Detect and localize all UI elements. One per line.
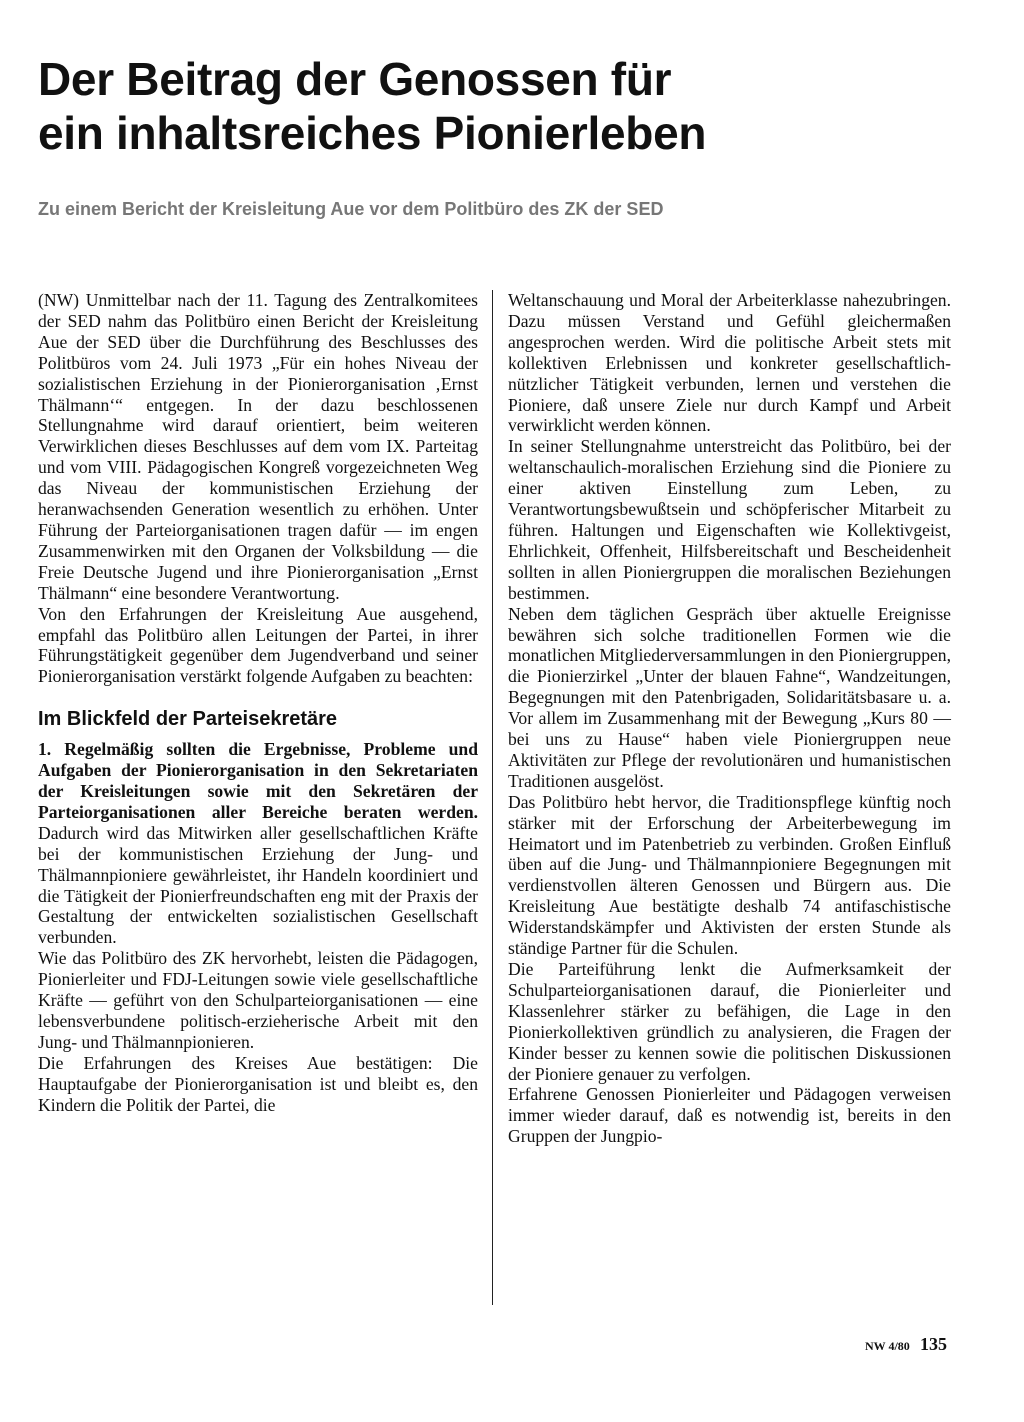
paragraph: Weltanschauung und Moral der Arbeiterklasse nahezubringen. Dazu müssen Verstand und Gefühl gleichermaßen angesprochen werden. Wird die politische Arbeit stets mit kollektiven Erlebnissen und konkreter gesellschaftlich-nützlicher Tätigkeit verbunden, lernen und verstehen die Pioniere, daß unsere Ziele nur durch Kampf und Arbeit verwirklicht werden können. [508,290,951,436]
article-title-line-2: ein inhaltsreiches Pionierleben [38,107,707,159]
paragraph: In seiner Stellungnahme unterstreicht das Politbüro, bei der weltanschaulich-moralischen Erziehung sind die Pioniere zu einer aktiven Einstellung zum Leben, zu Verantwortungsbewußtsein und schöpferischer Mitarbeit zu führen. Haltungen und Eigenschaften wie Kollektivgeist, Ehrlichkeit, Offenheit, Hilfsbereitschaft und Bescheidenheit sollten in allen Pioniergruppen die moralischen Beziehungen bestimmen. [508,436,951,603]
left-column [38,290,478,1116]
paragraph: Neben dem täglichen Gespräch über aktuelle Ereignisse bewähren sich solche traditionellen Formen wie die monatlichen Mitgliederversammlungen in den Pioniergruppen, die Pionierzirkel „Unter der blauen Fahne“, Wandzeitungen, Begegnungen mit den Patenbrigaden, Solidaritätsbasare u. a. Vor allem im Zusammenhang mit der Bewegung „Kurs 80 — bei uns zu Hause“ haben viele Pioniergruppen neue Aktivitäten zur Pflege der revolutionären und humanistischen Traditionen ausgelöst. [508,603,951,791]
column-divider [492,290,493,1305]
right-column [508,290,951,1147]
paragraph-with-bold-lead [38,739,478,948]
paragraph: Die Erfahrungen des Kreises Aue bestätigen: Die Hauptaufgabe der Pionierorganisation ist und bleibt es, den Kindern die Politik der Partei, die [38,1052,478,1115]
bold-lead-text: 1. Regelmäßig sollten die Ergebnisse, Probleme und Aufgaben der Pionierorganisation in den Sekretariaten der Kreisleitungen sowie mit den Sekretären der Parteiorganisationen aller Bereiche beraten werden. [38,739,478,822]
paragraph: Die Parteiführung lenkt die Aufmerksamkeit der Schulparteiorganisationen darauf, die Pionierleiter und Klassenlehrer stärker zu befähigen, die Lage in den Pionierkollektiven gründlich zu analysieren, die Fragen der Kinder besser zu kennen sowie die politischen Diskussionen der Pioniere genauer zu verfolgen. [508,959,951,1084]
paragraph: Erfahrene Genossen Pionierleiter und Pädagogen verweisen immer wieder darauf, daß es notwendig ist, bereits in den Gruppen der Jungpio- [508,1084,951,1147]
article-title [38,52,988,160]
article-subtitle: Zu einem Bericht der Kreisleitung Aue vor dem Politbüro des ZK der SED [38,199,664,219]
paragraph: Das Politbüro hebt hervor, die Traditionspflege künftig noch stärker mit der Erforschung der Arbeiterbewegung im Heimatort und im Patenbetrieb zu verbinden. Großen Einfluß üben auf die Jung- und Thälmannpioniere Begegnungen mit verdienstvollen älteren Genossen und Bürgern aus. Die Kreisleitung Aue bestätigte deshalb 74 antifaschistische Widerstandskämpfer und Aktivisten der ersten Stunde als ständige Partner für die Schulen. [508,791,951,959]
paragraph: (NW) Unmittelbar nach der 11. Tagung des Zentralkomitees der SED nahm das Politbüro einen Bericht der Kreisleitung Aue der SED über die Durchführung des Beschlusses des Politbüros vom 24. Juli 1973 „Für ein hohes Niveau der sozialistischen Erziehung in der Pionierorganisation ‚Ernst Thälmann‘“ entgegen. In der dazu beschlossenen Stellungnahme wird darauf orientiert, beim weiteren Verwirklichen dieses Beschlusses auf dem vom IX. Parteitag und vom VIII. Pädagogischen Kongreß vorgezeichneten Weg das Niveau der kommunistischen Erziehung der heranwachsenden Generation wesentlich zu erhöhen. Unter Führung der Parteiorganisationen tragen dafür — im engen Zusammenwirken mit den Organen der Volksbildung — die Freie Deutsche Jugend und ihre Pionierorganisation „Ernst Thälmann“ eine besondere Verantwortung. [38,290,478,603]
article-title-line-1: Der Beitrag der Genossen für [38,53,672,105]
paragraph: Wie das Politbüro des ZK hervorhebt, leisten die Pädagogen, Pionierleiter und FDJ-Leitungen sowie viele gesellschaftliche Kräfte — geführt von den Schulparteiorganisationen — eine lebensverbundene politisch-erzieherische Arbeit mit den Jung- und Thälmannpionieren. [38,948,478,1052]
paragraph-text: Dadurch wird das Mitwirken aller gesellschaftlichen Kräfte bei der kommunistischen Erziehung der Jung- und Thälmannpioniere gewährleistet, ihr Handeln koordiniert und die Tätigkeit der Pionierfreundschaften eng mit der Praxis der Gestaltung der entwickelten sozialistischen Gesellschaft verbunden. [38,822,478,948]
paragraph: Von den Erfahrungen der Kreisleitung Aue ausgehend, empfahl das Politbüro allen Leitungen der Partei, in ihrer Führungstätigkeit gegenüber dem Jugendverband und seiner Pionierorganisation verstärkt folgende Aufgaben zu beachten: [38,603,478,687]
section-heading: Im Blickfeld der Parteisekretäre [38,708,338,731]
issue-label: NW 4/80 [865,1339,910,1353]
page-number: 135 [920,1334,947,1354]
